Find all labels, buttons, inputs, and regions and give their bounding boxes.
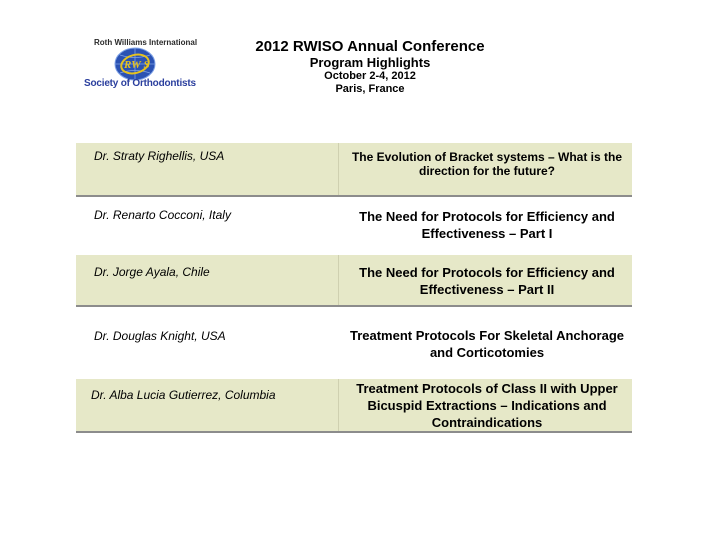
globe-icon [112,46,158,82]
row-separator [76,434,632,437]
talk-title: The Need for Protocols for Efficiency and Effectiveness – Part II [359,265,615,297]
rwiso-logo [84,38,202,94]
column-divider [338,143,339,195]
logo-bottom-text: Society of Orthodontists [84,78,196,89]
header [200,38,540,96]
conference-dates: October 2-4, 2012 [324,70,416,82]
speaker-name: Dr. Renarto Cocconi, Italy [94,208,231,222]
globe-text: RW S [124,59,150,71]
session-row [76,322,632,372]
talk-title: Treatment Protocols For Skeletal Anchorage and Corticotomies [349,328,625,360]
talk-title: The Evolution of Bracket systems – What is the direction for the future? [351,150,623,178]
page-title: 2012 RWISO Annual Conference [255,38,485,55]
session-row [76,143,632,197]
logo-top-text: Roth Williams International [94,38,198,47]
talk-title: The Need for Protocols for Efficiency and Effectiveness – Part I [359,209,615,241]
row-separator [76,198,632,201]
speaker-name: Dr. Alba Lucia Gutierrez, Columbia [91,388,276,402]
conference-location: Paris, France [335,83,405,95]
speaker-name: Dr. Douglas Knight, USA [94,329,226,343]
speaker-name: Dr. Jorge Ayala, Chile [94,265,210,279]
speaker-name: Dr. Straty Righellis, USA [94,149,225,163]
session-row [76,255,632,307]
column-divider [338,379,339,431]
page-subtitle: Program Highlights [309,55,431,70]
row-separator [76,309,632,312]
talk-title: Treatment Protocols of Class II with Upper Bicuspid Extractions – Indications and Contraindications [356,381,618,430]
session-row [76,202,632,252]
column-divider [338,255,339,305]
session-row [76,379,632,433]
